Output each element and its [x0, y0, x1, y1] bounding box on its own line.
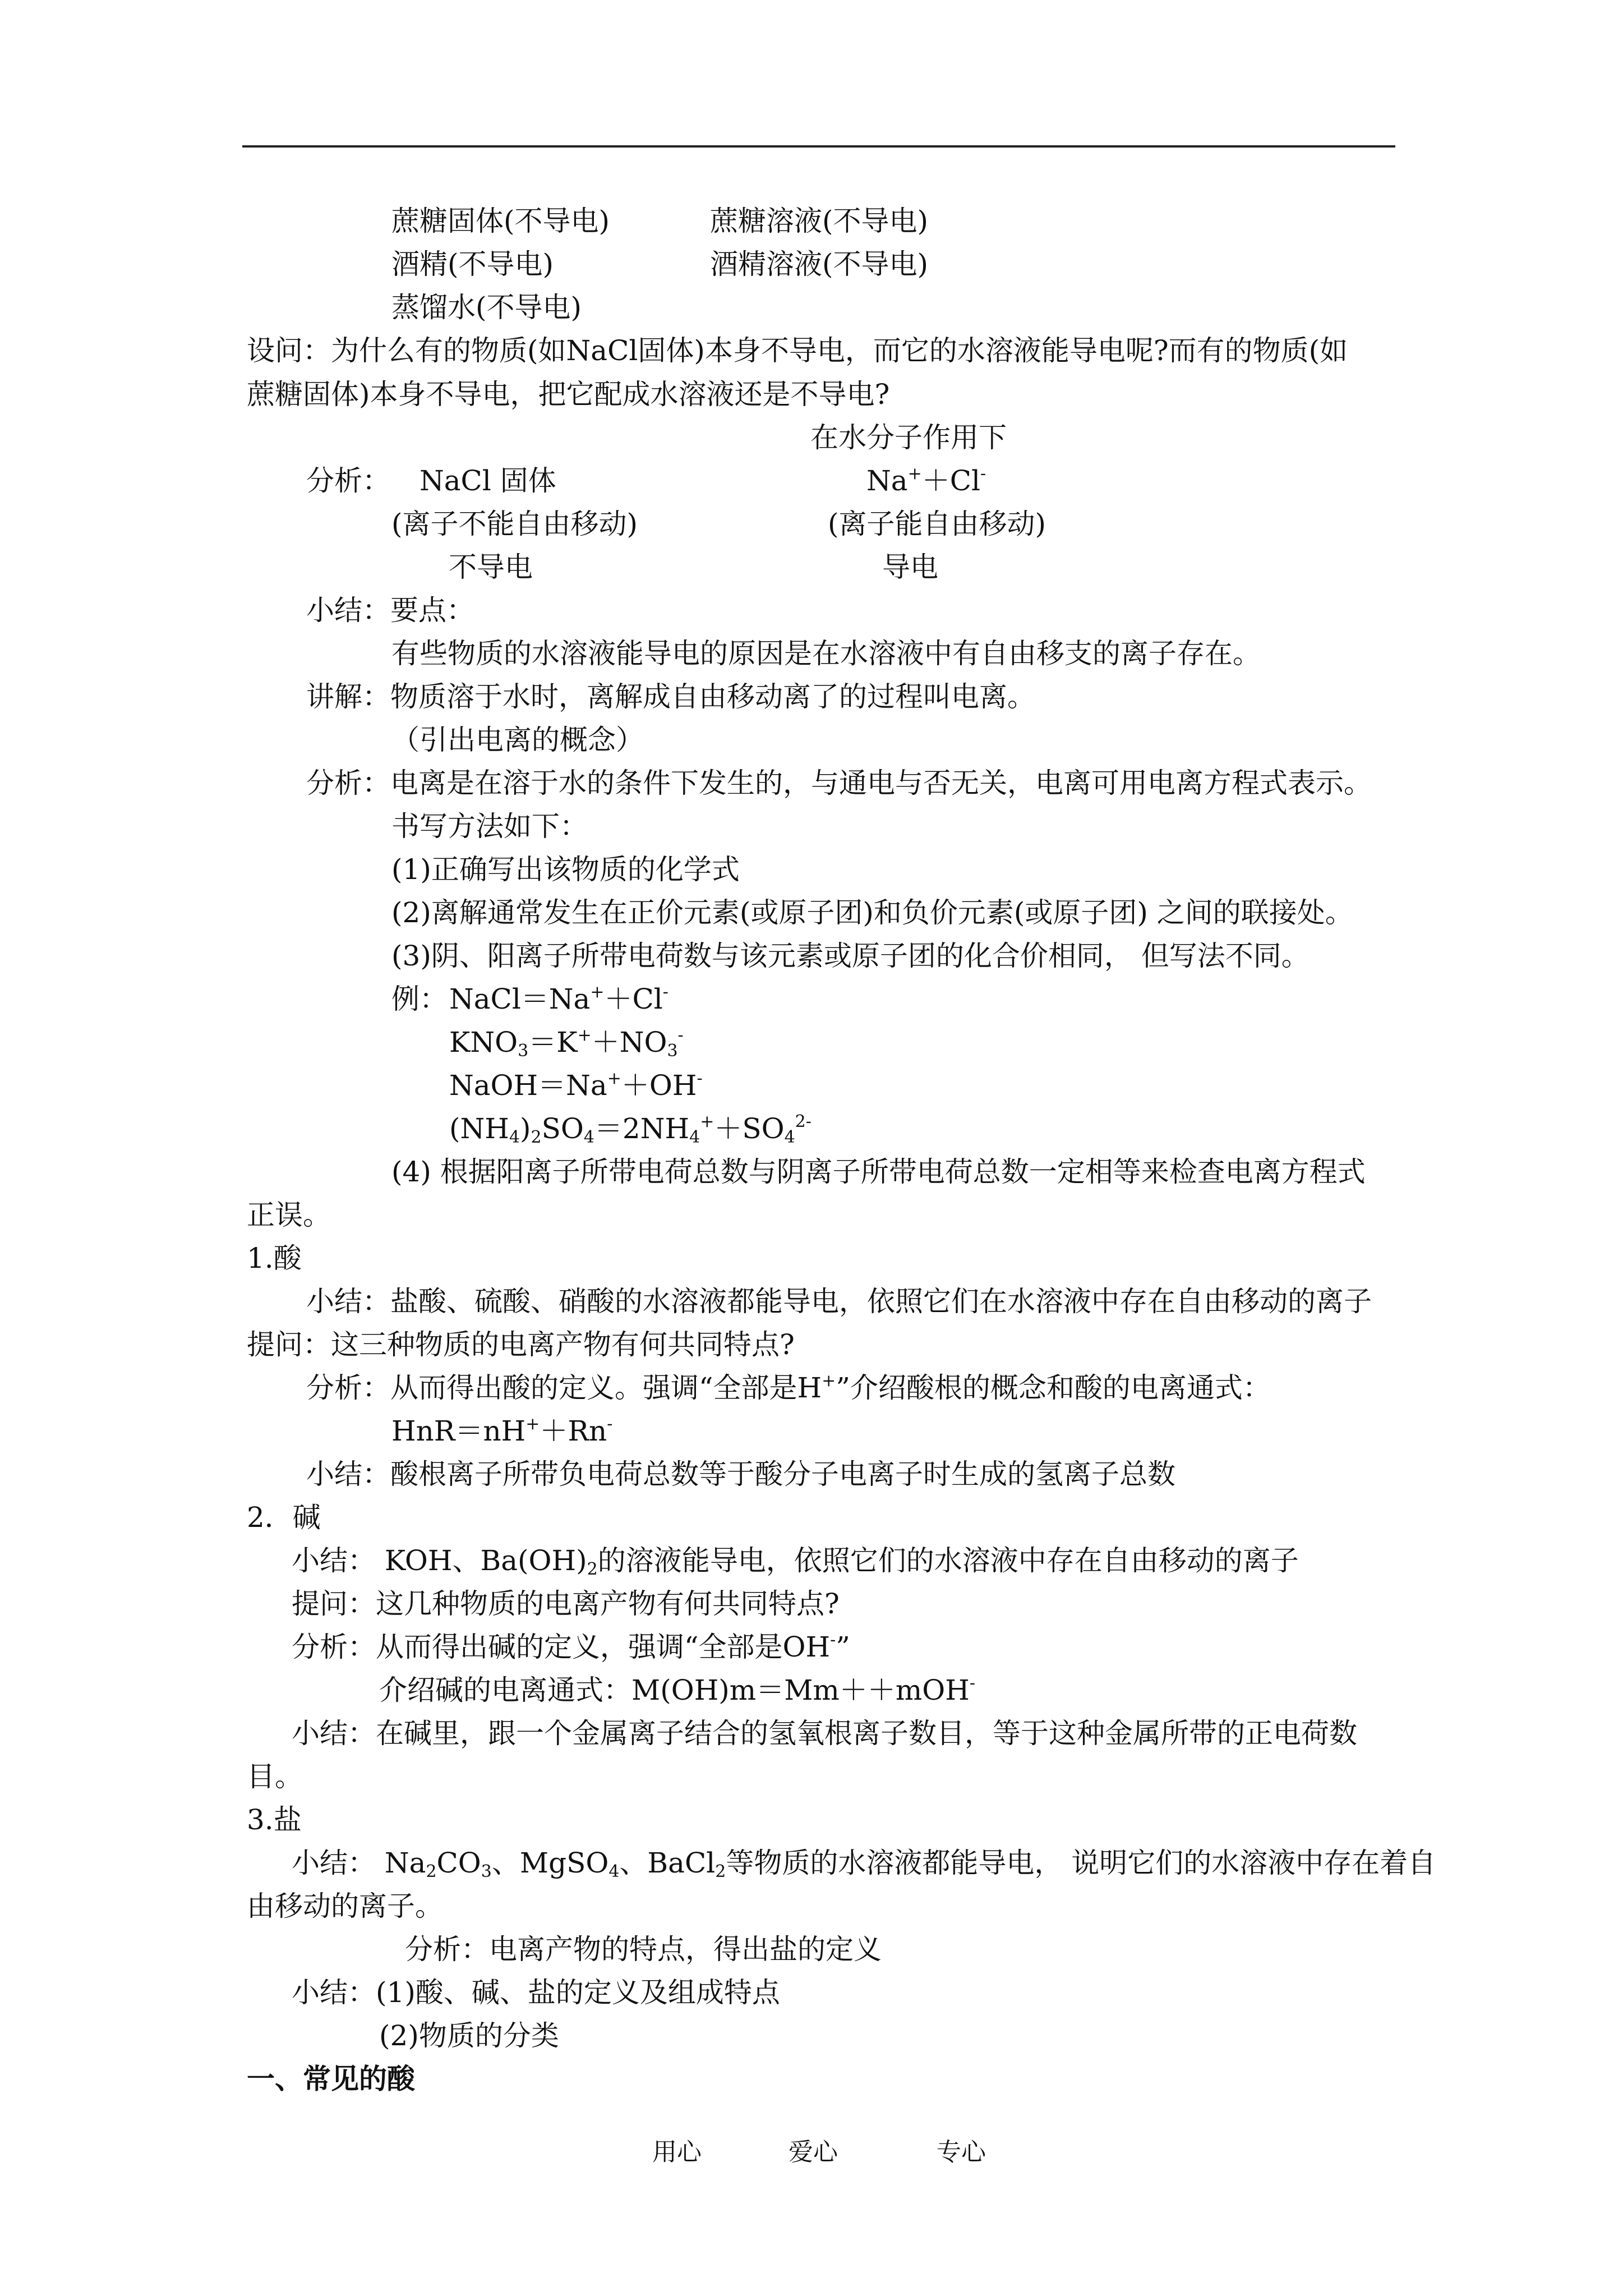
acid-summary: 小结：盐酸、硫酸、硝酸的水溶液都能导电，依照它们在水溶液中存在自由移动的离子	[306, 1285, 1372, 1318]
row1-left: 蔗糖固体(不导电)	[391, 205, 610, 237]
base-analysis: 分析：从而得出碱的定义，强调“全部是OH-”	[292, 1630, 850, 1663]
question-line2: 蔗糖固体)本身不导电，把它配成水溶液还是不导电?	[247, 378, 890, 411]
analysis1-left-result: 不导电	[449, 551, 533, 583]
acid-analysis: 分析：从而得出酸的定义。强调“全部是H+”介绍酸根的概念和酸的电离通式：	[306, 1371, 1271, 1404]
base-question: 提问：这几种物质的电离产物有何共同特点?	[292, 1588, 840, 1620]
arrow-label: 在水分子作用下	[810, 421, 1007, 454]
analysis1-left: NaCl 固体	[419, 464, 556, 497]
footer-item-3: 专心	[937, 2138, 986, 2166]
base-summary2-line1: 小结：在碱里，跟一个金属离子结合的氢氧根离子数目，等于这种金属所带的正电荷数	[292, 1717, 1357, 1750]
analysis2-line1: 分析：电离是在溶于水的条件下发生的，与通电与否无关，电离可用电离方程式表示。	[306, 767, 1372, 799]
analysis2-line2: 书写方法如下：	[391, 810, 588, 843]
analysis1-right-result: 导电	[882, 551, 938, 583]
item4-line1: (4) 根据阳离子所带电荷总数与阴离子所带电荷总数一定相等来检查电离方程式	[391, 1156, 1366, 1188]
example-label: 例：	[391, 983, 448, 1015]
analysis2-item2: (2)离解通常发生在正价元素(或原子团)和负价元素(或原子团) 之间的联接处。	[391, 896, 1353, 929]
equation-nacl: NaCl＝Na+＋Cl-	[449, 982, 668, 1015]
footer-item-1: 用心	[652, 2138, 702, 2166]
acid-heading: 1.酸	[247, 1242, 302, 1274]
acid-formula: HnR＝nH+＋Rn-	[391, 1414, 613, 1447]
summary1-text: 有些物质的水溶液能导电的原因是在水溶液中有自由移支的离子存在。	[391, 637, 1261, 670]
salt-analysis: 分析：电离产物的特点，得出盐的定义	[405, 1933, 882, 1966]
header-rule	[242, 145, 1395, 148]
analysis2-item3: (3)阴、阳离子所带电荷数与该元素或原子团的化合价相同， 但写法不同。	[391, 940, 1310, 972]
salt-summary2: 小结：(1)酸、碱、盐的定义及组成特点	[292, 1976, 780, 2009]
salt-summary2-item2: (2)物质的分类	[379, 2019, 559, 2052]
salt-heading: 3.盐	[247, 1803, 302, 1836]
salt-summary-line1: 小结： $Na_2CO_3$、MgSO$_4$、BaCl$_2$等物质的水溶液都能导电， 说明它们的水溶液中存在着自	[292, 1847, 1436, 1881]
analysis1-left-note: (离子不能自由移动)	[391, 508, 638, 540]
row2-right: 酒精溶液(不导电)	[710, 248, 929, 280]
analysis1-right: Na+＋Cl-	[866, 464, 986, 497]
equation-kno3: $KNO_3=K^++NO_3^-$	[449, 1025, 684, 1061]
equation-nh4-2so4: $(NH_4)_2SO_4=2NH_4^++SO_4^{2-}$	[449, 1112, 811, 1147]
summary1-title: 小结：要点：	[306, 594, 474, 627]
analysis2-item1: (1)正确写出该物质的化学式	[391, 853, 740, 886]
row1-right: 蔗糖溶液(不导电)	[710, 205, 929, 237]
analysis1-prefix: 分析：	[306, 464, 390, 497]
lecture-note: （引出电离的概念）	[391, 724, 644, 756]
section-heading: 一、常见的酸	[247, 2062, 415, 2095]
lecture-text: 讲解：物质溶于水时，离解成自由移动离了的过程叫电离。	[306, 680, 1035, 713]
footer-item-2: 爱心	[789, 2138, 838, 2166]
base-formula: 介绍碱的电离通式：M(OH)m＝Mm＋＋mOH-	[379, 1673, 975, 1706]
question-line1: 设问：为什么有的物质(如NaCl固体)本身不导电，而它的水溶液能导电呢?而有的物质(如	[247, 334, 1348, 367]
item4-line2: 正误。	[247, 1199, 331, 1231]
equation-naoh: NaOH＝Na+＋OH-	[449, 1069, 703, 1102]
base-summary2-line2: 目。	[247, 1760, 303, 1793]
base-summary: 小结： KOH、$Ba(OH)_2$的溶液能导电，依照它们的水溶液中存在自由移动的离子	[292, 1544, 1299, 1579]
row2-left: 酒精(不导电)	[391, 248, 554, 280]
acid-question: 提问：这三种物质的电离产物有何共同特点?	[247, 1328, 795, 1361]
row3: 蒸馏水(不导电)	[391, 291, 582, 324]
salt-summary-line2: 由移动的离子。	[247, 1890, 443, 1922]
base-heading: 2．碱	[247, 1501, 321, 1534]
analysis1-right-note: (离子能自由移动)	[828, 508, 1046, 540]
acid-summary2: 小结：酸根离子所带负电荷总数等于酸分子电离子时生成的氢离子总数	[306, 1458, 1175, 1490]
